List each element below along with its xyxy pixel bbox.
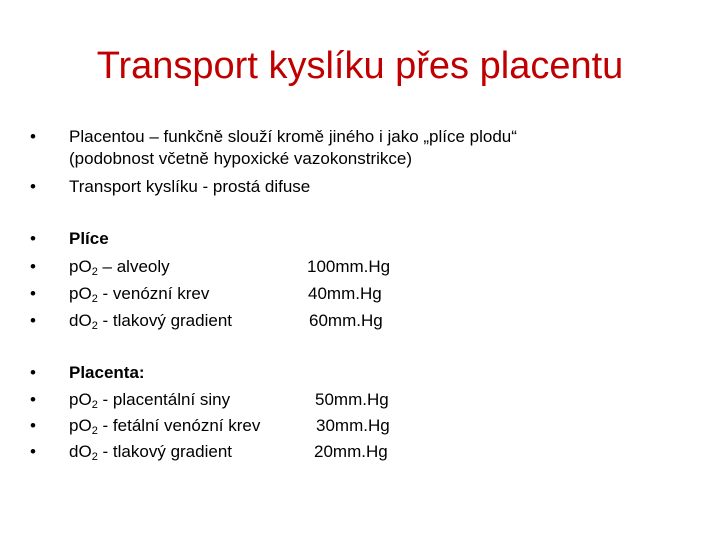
bullet-text: Placentou – funkčně slouží kromě jiného i jako „plíce plodu“ [69,127,517,146]
section-heading: Placenta: [69,363,145,382]
bullet-icon: • [30,177,36,196]
row-value: 30mm.Hg [316,416,390,435]
bullet-icon: • [30,311,36,330]
bullet-icon: • [30,127,36,146]
bullet-icon: • [30,229,36,248]
section-heading: Plíce [69,229,109,248]
row-label: $dO_2$ - tlakový gradient [69,311,233,332]
row-value: 100mm.Hg [307,257,391,276]
bullet-icon: • [30,284,36,303]
bullet-icon: • [30,390,36,409]
row-label: $pO_2$ - placentální siny [69,390,231,411]
bullet-icon: • [30,442,36,461]
row-label: $pO_2$ - venózní krev [69,284,210,305]
row-label: $pO_2$ – alveoly [69,257,170,278]
bullet-text: Transport kyslíku - prostá difuse [69,177,311,196]
row-label: $dO_2$ - tlakový gradient [69,442,233,463]
row-value: 50mm.Hg [315,390,389,409]
bullet-text: (podobnost včetně hypoxické vazokonstrikce) [69,149,413,168]
bullet-icon: • [30,416,36,435]
row-value: 20mm.Hg [314,442,388,461]
row-value: 40mm.Hg [308,284,382,303]
slide-title: Transport kyslíku přes placentu [96,45,624,87]
row-value: 60mm.Hg [309,311,383,330]
bullet-icon: • [30,363,36,382]
bullet-icon: • [30,257,36,276]
row-label: $pO_2$ - fetální venózní krev [69,416,261,437]
